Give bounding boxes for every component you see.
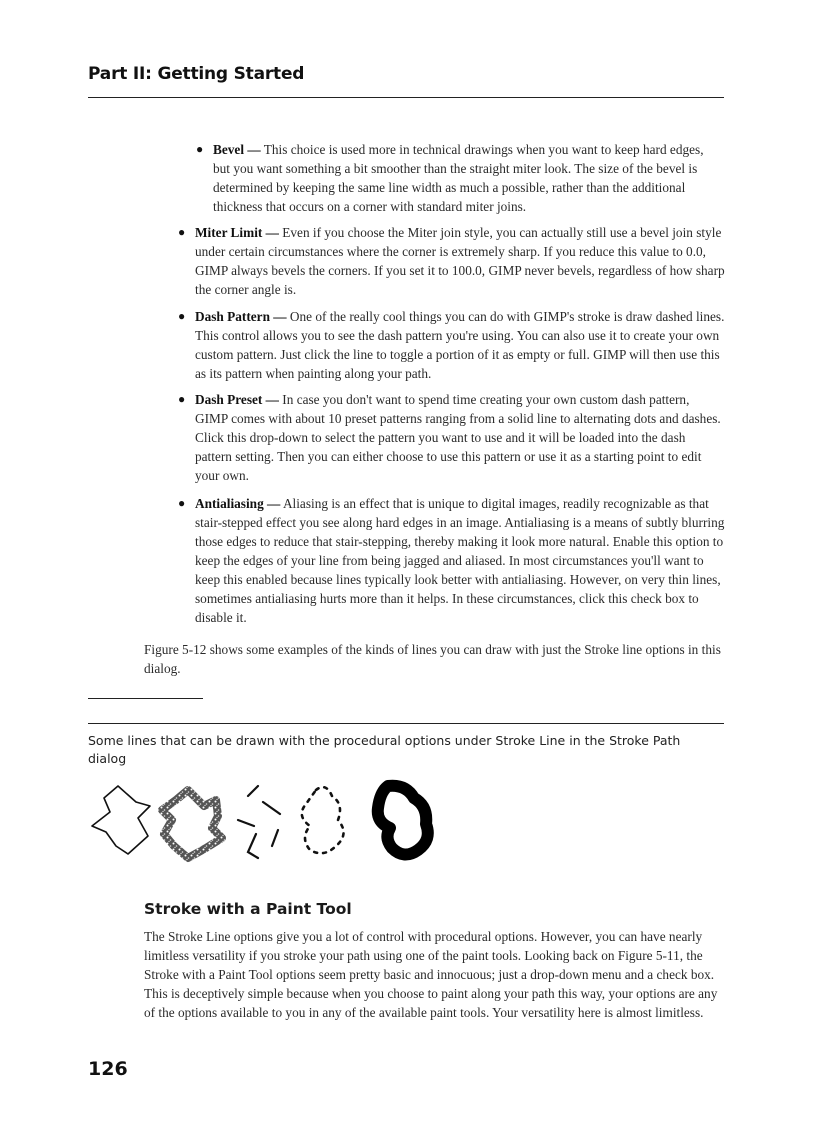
bullet-term: Dash Preset — <box>195 392 279 407</box>
stroke-examples-figure <box>88 776 448 866</box>
bullet-antialiasing <box>178 494 725 627</box>
bullet-term: Antialiasing — <box>195 496 281 511</box>
stroke-heavy-line <box>378 786 428 855</box>
figure-rule <box>88 723 724 724</box>
section-heading: Stroke with a Paint Tool <box>144 900 352 918</box>
short-rule <box>88 698 203 699</box>
page-number: 126 <box>88 1058 128 1080</box>
bullet-dash-preset <box>178 390 725 485</box>
bullet-icon: ● <box>178 225 186 239</box>
bullet-text: Aliasing is an effect that is unique to digital images, readily recognizable as that stair-stepped effect you see along hard edges in an image. Antialiasing is a means of subtly blurring those edges to reduce that stair-stepping, thereby making it look more natural. Enable this option to keep the edges of your line from being jagged and aliased. In most circumstances you'll want to keep this enabled because lines typically look better with antialiasing. However, on very thin lines, sometimes antialiasing hurts more than it helps. In these circumstances, click this check box to disable it. <box>195 496 725 625</box>
bullet-text: This choice is used more in technical drawings when you want to keep hard edges, but you want something a bit smoother than the straight miter look. The size of the bevel is determined by keeping the same line width as much a possible, rather than the additional thickness that occurs on a corner with standard miter joins. <box>213 142 704 214</box>
bullet-text: Even if you choose the Miter join style, you can actually still use a bevel join style under certain circumstances where the corner is extremely sharp. If you reduce this value to 0.0, GIMP always bevels the corners. If you set it to 100.0, GIMP never bevels, regardless of how sharp the corner angle is. <box>195 225 725 297</box>
section-body: The Stroke Line options give you a lot of control with procedural options. However, you can have nearly limitless versatility if you stroke your path using one of the paint tools. Looking back on Figure 5-11, the Stroke with a Paint Tool options seem pretty basic and innocuous; just a drop-down menu and a check box. This is deceptively simple because when you choose to paint along your path this way, your options are any of the options available to you in any of the available paint tools. Your versatility here is almost limitless. <box>144 929 718 1020</box>
bullet-text: One of the really cool things you can do with GIMP's stroke is draw dashed lines. This control allows you to see the dash pattern you're using. You can also use it to create your own custom pattern. Just click the line to toggle a portion of it as empty or full. GIMP will then use this as its pattern when painting along your path. <box>195 309 725 381</box>
stroke-textured-line <box>162 790 222 858</box>
bullet-text: In case you don't want to spend time creating your own custom dash pattern, GIMP comes with about 10 preset patterns ranging from a solid line to alternating dots and dashes. Click this drop-down to select the pattern you want to use and it will be loaded into the dash pattern setting. Then you can either choose to use this pattern or use it as a starting point to edit your own. <box>195 392 721 483</box>
bullet-icon: ● <box>196 142 204 156</box>
stroke-thin-line <box>92 786 150 854</box>
running-header: Part II: Getting Started <box>88 64 305 84</box>
figure-reference-paragraph: Figure 5-12 shows some examples of the kinds of lines you can draw with just the Stroke line options in this dialog. <box>144 642 721 676</box>
bullet-dash-pattern <box>178 307 725 383</box>
bullet-miter-limit <box>178 223 725 299</box>
figure-caption: Some lines that can be drawn with the procedural options under Stroke Line in the Stroke Path dialog <box>88 733 681 766</box>
stroke-dotted-line <box>302 787 344 853</box>
bullet-icon: ● <box>178 496 186 510</box>
bullet-term: Dash Pattern — <box>195 309 287 324</box>
stroke-dashed-line <box>238 786 280 858</box>
bullet-term: Bevel — <box>213 142 261 157</box>
bullet-bevel <box>196 140 723 216</box>
bullet-term: Miter Limit — <box>195 225 279 240</box>
header-rule <box>88 97 724 98</box>
bullet-icon: ● <box>178 392 186 406</box>
bullet-icon: ● <box>178 309 186 323</box>
